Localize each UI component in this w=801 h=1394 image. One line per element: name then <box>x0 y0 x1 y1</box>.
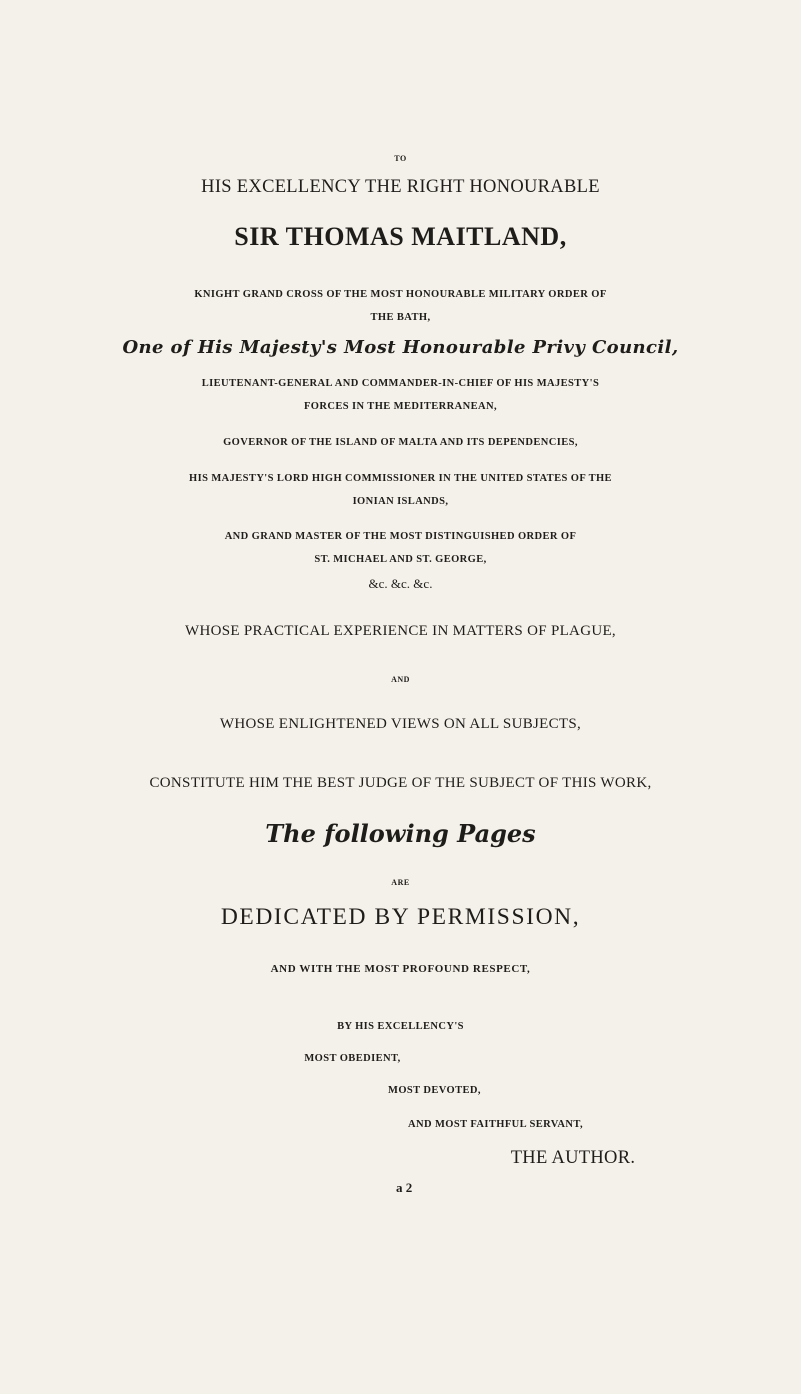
obedient-line: MOST OBEDIENT, <box>304 1053 401 1064</box>
governor-line: GOVERNOR OF THE ISLAND OF MALTA AND ITS DEPENDENCIES, <box>223 437 578 448</box>
devoted-line: MOST DEVOTED, <box>388 1085 481 1096</box>
dedicated-line: DEDICATED BY PERMISSION, <box>220 904 581 930</box>
grand-master-line-2: ST. MICHAEL AND ST. GEORGE, <box>314 554 487 565</box>
grand-master-line-1: AND GRAND MASTER OF THE MOST DISTINGUISHED ORDER OF <box>224 531 577 542</box>
to-line: TO <box>394 154 407 163</box>
privy-council-line: One of His Majesty's Most Honourable Privy Council, <box>122 337 679 358</box>
servant-line: AND MOST FAITHFUL SERVANT, <box>408 1119 583 1130</box>
rank-line-1: LIEUTENANT-GENERAL AND COMMANDER-IN-CHIEF OF HIS MAJESTY'S <box>201 378 600 389</box>
experience-line: WHOSE PRACTICAL EXPERIENCE IN MATTERS OF PLAGUE, <box>185 623 616 639</box>
signature-mark: a 2 <box>396 1180 413 1195</box>
constitute-line: CONSTITUTE HIM THE BEST JUDGE OF THE SUBJECT OF THIS WORK, <box>149 775 652 791</box>
respect-line: AND WITH THE MOST PROFOUND RESPECT, <box>270 963 531 975</box>
views-line: WHOSE ENLIGHTENED VIEWS ON ALL SUBJECTS, <box>219 716 582 732</box>
commissioner-line-1: HIS MAJESTY'S LORD HIGH COMMISSIONER IN THE UNITED STATES OF THE <box>189 473 612 484</box>
order-line-1: KNIGHT GRAND CROSS OF THE MOST HONOURABLE MILITARY ORDER OF <box>194 289 607 300</box>
addressee-name: SIR THOMAS MAITLAND, <box>234 222 567 251</box>
are-line: ARE <box>391 878 410 887</box>
commissioner-line-2: IONIAN ISLANDS, <box>352 496 449 507</box>
order-line-2: THE BATH, <box>370 312 431 323</box>
author-line: THE AUTHOR. <box>510 1148 636 1168</box>
by-his-excellency-line: BY HIS EXCELLENCY'S <box>337 1021 464 1032</box>
and-line: AND <box>391 675 410 684</box>
following-pages-line: The following Pages <box>265 819 536 848</box>
addressee-title: HIS EXCELLENCY THE RIGHT HONOURABLE <box>201 177 600 197</box>
etc-line: &c. &c. &c. <box>368 576 433 591</box>
rank-line-2: FORCES IN THE MEDITERRANEAN, <box>303 401 498 412</box>
